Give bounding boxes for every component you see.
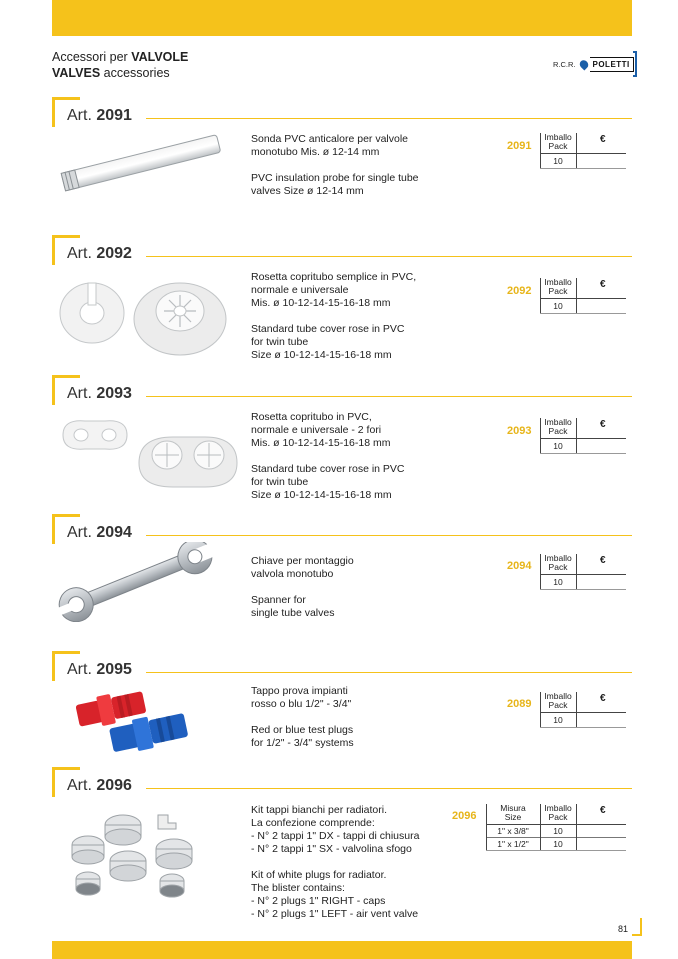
article-description: [251, 685, 354, 763]
imballo-label: Imballo: [544, 277, 572, 287]
pack-label: Pack: [548, 562, 568, 572]
pack-table: [540, 554, 626, 594]
euro-symbol: €: [600, 805, 606, 816]
imballo-label: Imballo: [544, 803, 572, 813]
top-accent-bar: [52, 0, 632, 36]
imballo-label: Imballo: [544, 132, 572, 142]
article-description: [251, 411, 405, 515]
article-description: [251, 804, 419, 934]
euro-symbol: €: [600, 419, 606, 430]
article-title: Art. 2096: [67, 777, 132, 794]
euro-symbol: €: [600, 693, 606, 704]
size-value: 1" x 1/2": [497, 839, 529, 849]
pack-value: 10: [553, 577, 563, 587]
description-italian: Rosetta copritubo in PVC, normale e universale - 2 fori Mis. ø 10-12-14-15-16-18 mm: [251, 411, 391, 449]
heading-line1-bold: VALVOLE: [131, 50, 189, 64]
article-description: [251, 555, 354, 633]
pack-label: Pack: [548, 426, 568, 436]
product-code: 2091: [507, 140, 532, 152]
description-italian: Tappo prova impianti rosso o blu 1/2" - 3/4": [251, 685, 352, 710]
article-title: Art. 2091: [67, 107, 132, 124]
pack-value: 10: [553, 156, 563, 166]
description-italian: Kit tappi bianchi per radiatori. La confezione comprende: - N° 2 tappi 1" DX - tappi di chiusura - N° 2 tappi 1" SX - valvolina sfogo: [251, 804, 420, 855]
pack-label: Pack: [548, 141, 568, 151]
test-plugs-image: [76, 681, 196, 761]
pack-table: [540, 278, 626, 318]
pack-table: [540, 418, 626, 458]
product-code: 2096: [452, 810, 477, 822]
tube-cover-rose-image: [58, 273, 238, 358]
product-code: 2093: [507, 425, 532, 437]
pack-table: [540, 692, 626, 732]
pack-label: Pack: [548, 700, 568, 710]
brand-logo: [553, 50, 637, 78]
logo-name: POLETTI: [590, 57, 634, 72]
size-pack-table: [486, 804, 626, 856]
pack-value: 10: [553, 301, 563, 311]
article-title: Art. 2092: [67, 245, 132, 262]
euro-symbol: €: [600, 555, 606, 566]
heading-line1-prefix: Accessori per: [52, 50, 132, 64]
description-english: Standard tube cover rose in PVC for twin tube Size ø 10-12-14-15-16-18 mm: [251, 323, 405, 361]
insulation-probe-image: [55, 132, 225, 194]
article-title: Art. 2094: [67, 524, 132, 541]
description-english: Standard tube cover rose in PVC for twin tube Size ø 10-12-14-15-16-18 mm: [251, 463, 405, 501]
description-english: Kit of white plugs for radiator. The blister contains: - N° 2 plugs 1" RIGHT - caps - N° 2 plugs 1" LEFT - air vent valve: [251, 869, 419, 920]
article-rule: [146, 672, 632, 673]
product-code: 2094: [507, 560, 532, 572]
description-italian: Rosetta copritubo semplice in PVC, normale e universale Mis. ø 10-12-14-15-16-18 mm: [251, 271, 417, 309]
description-italian: Chiave per montaggio valvola monotubo: [251, 555, 354, 580]
article-rule: [146, 396, 632, 397]
logo-prefix: R.C.R.: [553, 59, 576, 69]
article-rule: [146, 256, 632, 257]
imballo-label: Imballo: [544, 553, 572, 563]
description-english: Red or blue test plugs for 1/2" - 3/4" systems: [251, 724, 354, 749]
spanner-image: [50, 542, 220, 622]
pack-table: [540, 133, 626, 173]
description-english: PVC insulation probe for single tube valves Size ø 12-14 mm: [251, 172, 419, 197]
product-code: 2092: [507, 285, 532, 297]
double-tube-cover-rose-image: [55, 415, 240, 490]
product-code: 2089: [507, 698, 532, 710]
imballo-label: Imballo: [544, 691, 572, 701]
article-description: [251, 271, 416, 375]
article-rule: [146, 118, 632, 119]
article-description: [251, 133, 419, 211]
drop-icon: [577, 58, 589, 70]
pack-value: 10: [553, 826, 563, 836]
page-number-corner: [632, 918, 642, 936]
pack-label: Pack: [548, 286, 568, 296]
pack-label: Pack: [548, 812, 568, 822]
page-number: 81: [618, 924, 629, 934]
size-value: 1" x 3/8": [497, 826, 529, 836]
page-heading: [52, 49, 188, 81]
logo-bracket: [633, 51, 637, 77]
imballo-label: Imballo: [544, 417, 572, 427]
pack-value: 10: [553, 441, 563, 451]
euro-symbol: €: [600, 279, 606, 290]
heading-line2-suffix: accessories: [100, 66, 170, 80]
misura-label: Misura: [500, 803, 526, 813]
size-label: Size: [504, 812, 522, 822]
pack-value: 10: [553, 839, 563, 849]
description-english: Spanner for single tube valves: [251, 594, 335, 619]
article-rule: [146, 788, 632, 789]
euro-symbol: €: [600, 134, 606, 145]
article-title: Art. 2093: [67, 385, 132, 402]
article-rule: [146, 535, 632, 536]
bottom-accent-bar: [52, 941, 632, 959]
heading-line2-bold: VALVES: [52, 66, 101, 80]
pack-value: 10: [553, 715, 563, 725]
description-italian: Sonda PVC anticalore per valvole monotubo Mis. ø 12-14 mm: [251, 133, 409, 158]
radiator-plugs-kit-image: [68, 809, 208, 901]
article-title: Art. 2095: [67, 661, 132, 678]
